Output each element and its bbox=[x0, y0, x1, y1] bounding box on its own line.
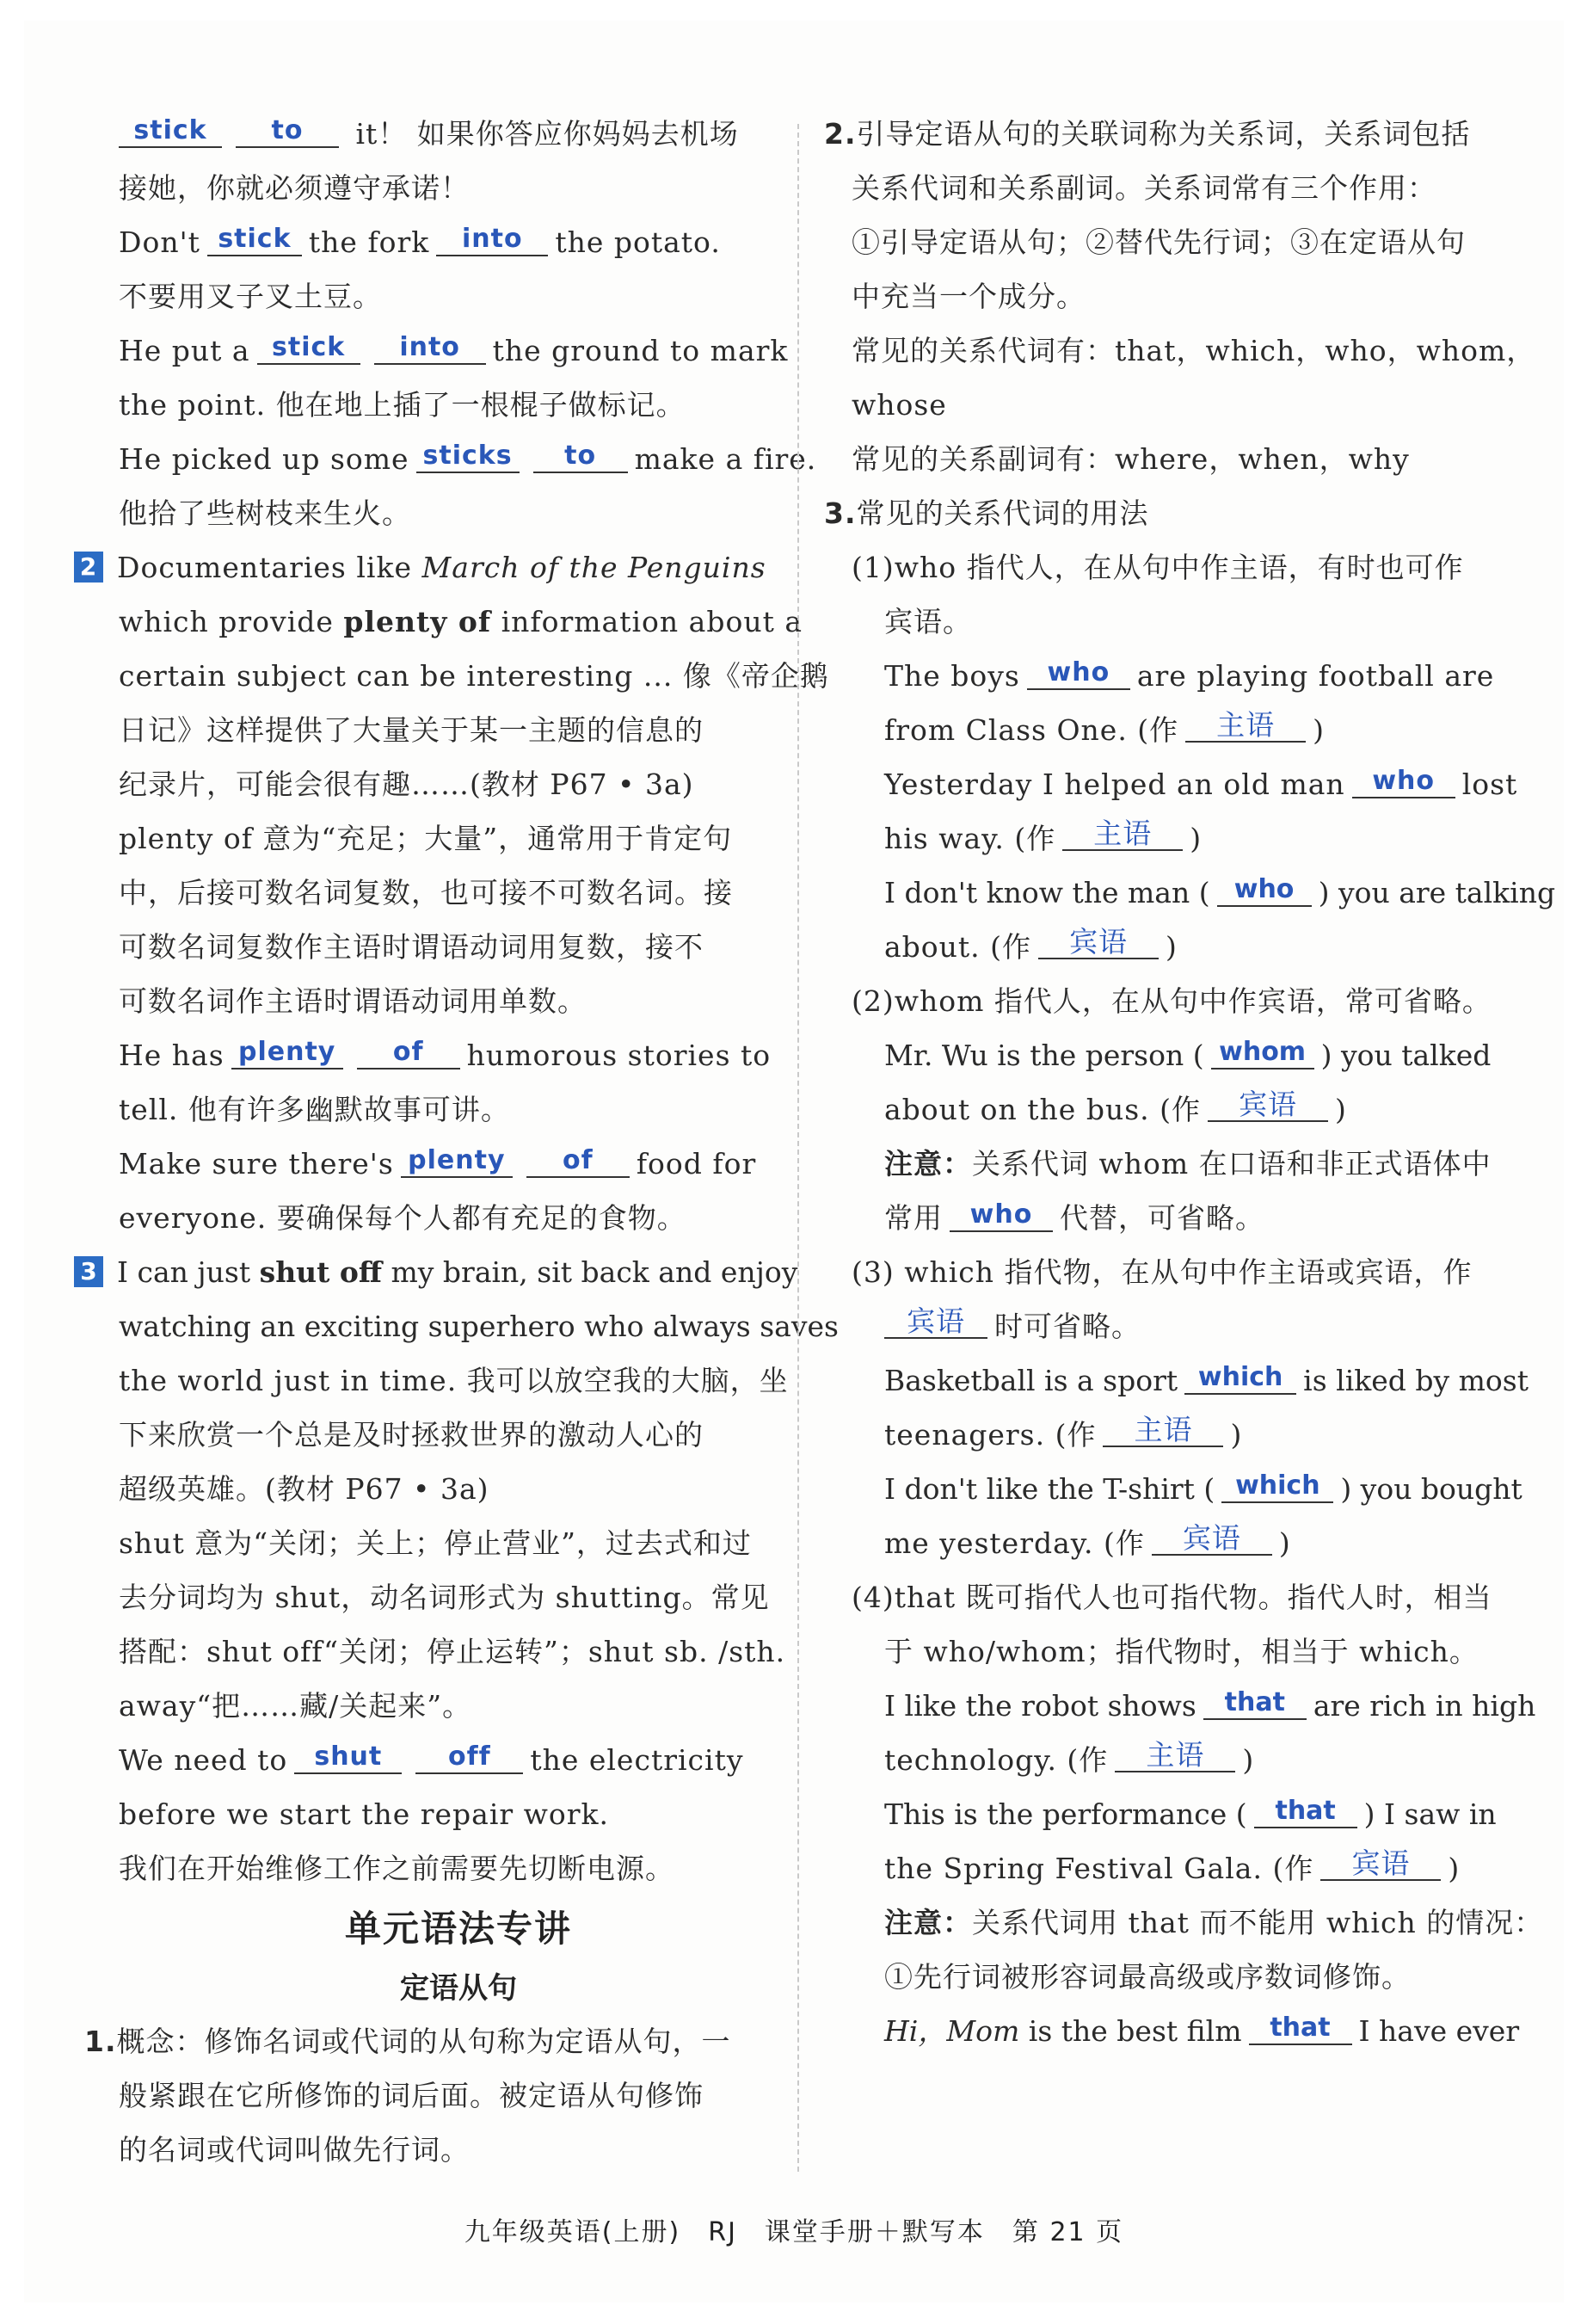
answer-blank: plenty bbox=[231, 1037, 343, 1070]
text-line: 不要用叉子叉土豆。 bbox=[119, 280, 382, 313]
text: 关系代词用 that 而不能用 which 的情况： bbox=[972, 1906, 1544, 1939]
text: ) bbox=[1166, 930, 1178, 964]
text: 常用 bbox=[884, 1201, 943, 1235]
answer-blank: 宾语 bbox=[1320, 1848, 1441, 1881]
right-column bbox=[824, 107, 1556, 2058]
text: ) bbox=[1278, 1526, 1291, 1560]
item-2-heading bbox=[74, 540, 798, 595]
text: is liked by most bbox=[1303, 1364, 1529, 1397]
text: are playing football are bbox=[1136, 659, 1495, 693]
text: the ground to mark bbox=[492, 334, 789, 367]
text-line: the point. 他在地上插了一根棍子做标记。 bbox=[119, 388, 686, 422]
text-line: 于 who/whom；指代物时，相当于 which。 bbox=[884, 1635, 1479, 1668]
text: from Class One. (作 bbox=[884, 713, 1179, 747]
answer-blank: 宾语 bbox=[884, 1306, 987, 1339]
text-line bbox=[824, 1408, 1512, 1462]
answer-blank: which bbox=[1184, 1362, 1296, 1395]
text: about on the bus. (作 bbox=[884, 1093, 1201, 1126]
text-line bbox=[824, 811, 1512, 866]
text: Yesterday I helped an old man bbox=[884, 767, 1345, 801]
text: Don't bbox=[119, 225, 200, 259]
text: We need to bbox=[119, 1743, 288, 1777]
answer-blank: into bbox=[374, 332, 486, 365]
text-line bbox=[824, 1896, 1544, 1950]
text: which provide bbox=[119, 605, 344, 638]
answer-blank: of bbox=[357, 1037, 460, 1070]
answer-blank: into bbox=[436, 224, 548, 256]
text-line: before we start the repair work. bbox=[119, 1797, 610, 1831]
keyword: shut off bbox=[259, 1255, 383, 1289]
text-line: (1)who 指代人，在从句中作主语，有时也可作 bbox=[852, 551, 1464, 584]
text-line: everyone. 要确保每个人都有充足的食物。 bbox=[119, 1201, 686, 1235]
text: humorous stories to bbox=[466, 1039, 772, 1072]
note-label: 注意： bbox=[884, 1147, 972, 1180]
text-line bbox=[824, 1679, 1536, 1733]
text: Make sure there's bbox=[119, 1147, 394, 1180]
text-line: tell. 他有许多幽默故事可讲。 bbox=[119, 1093, 510, 1126]
text: teenagers. (作 bbox=[884, 1418, 1097, 1452]
text: ) I saw in bbox=[1363, 1797, 1497, 1831]
text-line: 可数名词复数作主语时谓语动词用复数，接不 bbox=[119, 930, 704, 964]
answer-blank: who bbox=[1217, 874, 1312, 907]
text-line: certain subject can be interesting ... 像《帝企鹅 bbox=[119, 659, 829, 693]
item-number-badge: 3 bbox=[74, 1256, 103, 1287]
item-number: 1. bbox=[84, 2025, 117, 2058]
item-number-badge: 2 bbox=[74, 552, 103, 583]
text: is the best film bbox=[1019, 2014, 1242, 2048]
text-line bbox=[119, 432, 817, 486]
answer-blank: plenty bbox=[401, 1145, 513, 1178]
text-line: whose bbox=[852, 388, 947, 422]
text: the fork bbox=[308, 225, 430, 259]
text-line: (3) which 指代物，在从句中作主语或宾语，作 bbox=[852, 1255, 1473, 1289]
text-line bbox=[84, 2014, 798, 2068]
text-line: 超级英雄。(教材 P67 • 3a) bbox=[119, 1472, 489, 1506]
text-line: 搭配：shut off“关闭；停止运转”；shut sb. /sth. bbox=[119, 1635, 786, 1668]
item-number: 2. bbox=[824, 117, 857, 151]
answer-blank: that bbox=[1203, 1687, 1307, 1720]
text: He has bbox=[119, 1039, 225, 1072]
item-3-heading bbox=[74, 1245, 798, 1299]
text: ) you bought bbox=[1340, 1472, 1522, 1506]
text-line bbox=[119, 324, 798, 378]
text-line: 常见的关系副词有：where，when，why bbox=[852, 442, 1410, 476]
page-footer: 九年级英语(上册) RJ 课堂手册＋默写本 第 21 页 bbox=[464, 2217, 1124, 2247]
answer-blank: who bbox=[950, 1199, 1053, 1232]
text-line bbox=[824, 757, 1518, 811]
text-line: watching an exciting superhero who always saves bbox=[119, 1310, 839, 1343]
text-line bbox=[824, 1787, 1512, 1841]
text: me yesterday. (作 bbox=[884, 1526, 1145, 1560]
text: I can just bbox=[117, 1255, 260, 1289]
answer-blank: 宾语 bbox=[1038, 927, 1159, 959]
text: 概念：修饰名词或代词的从句称为定语从句，一 bbox=[116, 2025, 731, 2058]
text-line bbox=[119, 1028, 798, 1082]
sub-title: 定语从句 bbox=[400, 1971, 517, 2006]
answer-blank: who bbox=[1027, 657, 1130, 690]
text: 时可省略。 bbox=[994, 1310, 1141, 1343]
text-line: (2)whom 指代人，在从句中作宾语，常可省略。 bbox=[852, 984, 1492, 1018]
text: about. (作 bbox=[884, 930, 1032, 964]
answer-blank: 主语 bbox=[1103, 1415, 1223, 1447]
text-line: the world just in time. 我可以放空我的大脑，坐 bbox=[119, 1364, 789, 1397]
text-line: 关系代词和关系副词。关系词常有三个作用： bbox=[852, 171, 1436, 205]
text: He put a bbox=[119, 334, 250, 367]
text: ) bbox=[1334, 1093, 1347, 1126]
text: the Spring Festival Gala. (作 bbox=[884, 1852, 1314, 1885]
text-line: 去分词均为 shut，动名词形式为 shutting。常见 bbox=[119, 1581, 770, 1614]
text-line bbox=[824, 1137, 1512, 1191]
text: Documentaries like bbox=[117, 551, 422, 584]
text-line bbox=[824, 1516, 1512, 1570]
text-line: 常见的关系代词有：that，which，who，whom， bbox=[852, 334, 1536, 367]
text-line bbox=[119, 1137, 798, 1191]
text: my brain, sit back and enjoy bbox=[382, 1255, 798, 1289]
text: ) bbox=[1448, 1852, 1461, 1885]
answer-blank: 宾语 bbox=[1208, 1089, 1328, 1122]
answer-blank: which bbox=[1221, 1470, 1333, 1503]
answer-blank: of bbox=[526, 1145, 630, 1178]
text: The boys bbox=[884, 659, 1020, 693]
text-line: 日记》这样提供了大量关于某一主题的信息的 bbox=[119, 713, 704, 747]
text: are rich in high bbox=[1313, 1689, 1536, 1723]
text-line: 中充当一个成分。 bbox=[852, 280, 1086, 313]
text-line: 宾语。 bbox=[884, 605, 972, 638]
answer-blank: 主语 bbox=[1115, 1740, 1235, 1772]
answer-blank: to bbox=[533, 441, 628, 473]
text: 常见的关系代词的用法 bbox=[856, 496, 1149, 530]
text-line: 下来欣赏一个总是及时拯救世界的激动人心的 bbox=[119, 1418, 704, 1452]
text-line: away“把……藏/关起来”。 bbox=[119, 1689, 472, 1723]
text: make a fire. bbox=[634, 442, 817, 476]
text-line bbox=[824, 1733, 1512, 1787]
text-line bbox=[824, 920, 1512, 974]
text: Mr. Wu is the person ( bbox=[884, 1039, 1204, 1072]
text-line: 我们在开始维修工作之前需要先切断电源。 bbox=[119, 1852, 674, 1885]
keyword: plenty of bbox=[343, 605, 492, 638]
text-line bbox=[824, 703, 1512, 757]
text: ) bbox=[1190, 822, 1203, 855]
text-line: ①引导定语从句；②替代先行词；③在定语从句 bbox=[852, 225, 1466, 259]
text-line bbox=[824, 649, 1512, 703]
text: I don't know the man ( bbox=[884, 876, 1210, 909]
answer-blank: shut bbox=[294, 1741, 402, 1774]
text-line: shut 意为“关闭；关上；停止营业”，过去式和过 bbox=[119, 1526, 752, 1560]
text: 引导定语从句的关联词称为关系词，关系词包括 bbox=[856, 117, 1471, 151]
text: He picked up some bbox=[119, 442, 409, 476]
answer-blank: off bbox=[415, 1741, 523, 1774]
text-line: 纪录片，可能会很有趣……(教材 P67 • 3a) bbox=[119, 767, 694, 801]
text: This is the performance ( bbox=[884, 1797, 1247, 1831]
section-title: 单元语法专讲 bbox=[344, 1908, 572, 1950]
text: ) you talked bbox=[1320, 1039, 1492, 1072]
text: technology. (作 bbox=[884, 1743, 1109, 1777]
text-line bbox=[824, 1841, 1512, 1896]
text-line: 中，后接可数名词复数，也可接不可数名词。接 bbox=[119, 876, 733, 909]
column-divider bbox=[797, 124, 799, 2172]
text: Basketball is a sport bbox=[884, 1364, 1178, 1397]
text-line bbox=[824, 866, 1556, 920]
answer-blank: who bbox=[1352, 766, 1455, 798]
text-line bbox=[824, 2004, 1520, 2058]
answer-blank: whom bbox=[1211, 1037, 1314, 1070]
text-line: ①先行词被形容词最高级或序数词修饰。 bbox=[884, 1960, 1411, 1994]
text-line bbox=[824, 1028, 1512, 1082]
text-line bbox=[824, 486, 1512, 540]
text: March of the Penguins bbox=[421, 551, 766, 584]
note-label: 注意： bbox=[884, 1906, 972, 1939]
text: Hi，Mom bbox=[884, 2014, 1020, 2048]
text-line: (4)that 既可指代人也可指代物。指代人时，相当 bbox=[852, 1581, 1492, 1614]
answer-blank: 宾语 bbox=[1152, 1523, 1272, 1556]
answer-blank: to bbox=[236, 115, 339, 148]
text: it！ 如果你答应你妈妈去机场 bbox=[346, 117, 739, 151]
text: ) bbox=[1313, 713, 1326, 747]
text: I don't like the T-shirt ( bbox=[884, 1472, 1215, 1506]
answer-blank: stick bbox=[257, 332, 360, 365]
text: I like the robot shows bbox=[884, 1689, 1196, 1723]
left-column bbox=[79, 107, 839, 2177]
text: the potato. bbox=[555, 225, 721, 259]
text-line bbox=[824, 1082, 1512, 1137]
text: information about a bbox=[491, 605, 803, 638]
text: the electricity bbox=[530, 1743, 744, 1777]
text-line bbox=[119, 107, 798, 161]
text-line bbox=[824, 1462, 1522, 1516]
text: 关系代词 whom 在口语和非正式语体中 bbox=[972, 1147, 1492, 1180]
text: food for bbox=[636, 1147, 757, 1180]
text: ) bbox=[1230, 1418, 1243, 1452]
text-line bbox=[119, 215, 798, 269]
text-line bbox=[119, 595, 803, 649]
page bbox=[24, 21, 1564, 2302]
text-line: 般紧跟在它所修饰的词后面。被定语从句修饰 bbox=[119, 2079, 704, 2112]
answer-blank: sticks bbox=[416, 441, 520, 473]
text-line bbox=[824, 107, 1512, 161]
text-line bbox=[824, 1191, 1512, 1245]
text-line: 他拾了些树枝来生火。 bbox=[119, 496, 411, 530]
text-line: 接她，你就必须遵守承诺！ bbox=[119, 171, 470, 205]
text: his way. (作 bbox=[884, 822, 1056, 855]
text: ) you are talking bbox=[1318, 876, 1556, 909]
text-line bbox=[119, 1733, 798, 1787]
text-line: 可数名词作主语时谓语动词用单数。 bbox=[119, 984, 587, 1018]
answer-blank: stick bbox=[207, 224, 302, 256]
answer-blank: 主语 bbox=[1185, 710, 1306, 743]
answer-blank: that bbox=[1249, 2013, 1352, 2045]
answer-blank: stick bbox=[119, 115, 222, 148]
text-line bbox=[824, 1299, 1512, 1353]
text: I have ever bbox=[1358, 2014, 1520, 2048]
text-line: plenty of 意为“充足；大量”，通常用于肯定句 bbox=[119, 822, 733, 855]
text-line bbox=[824, 1353, 1529, 1408]
item-number: 3. bbox=[824, 496, 857, 530]
text: 代替，可省略。 bbox=[1060, 1201, 1264, 1235]
text-line: 的名词或代词叫做先行词。 bbox=[119, 2133, 470, 2167]
text: lost bbox=[1461, 767, 1518, 801]
answer-blank: 主语 bbox=[1062, 818, 1183, 851]
answer-blank: that bbox=[1254, 1796, 1357, 1828]
text: ) bbox=[1242, 1743, 1255, 1777]
